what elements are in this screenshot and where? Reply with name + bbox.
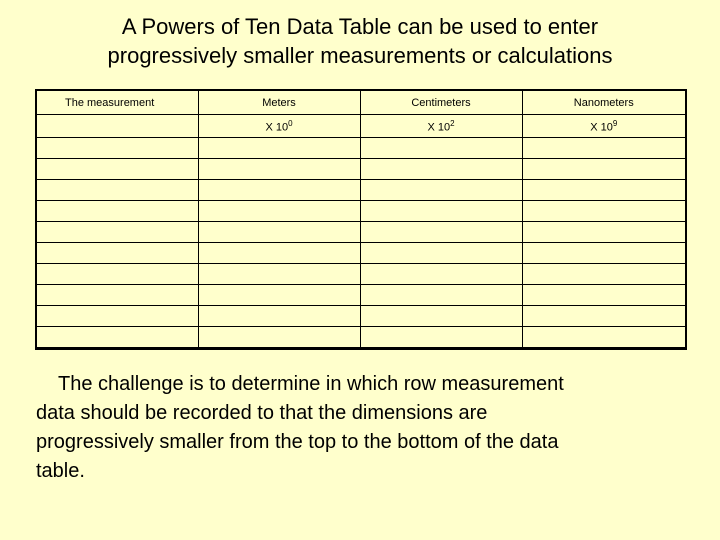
table-cell: [360, 285, 522, 306]
table-cell: [36, 306, 198, 327]
table-cell: [522, 243, 686, 264]
table-cell: [198, 306, 360, 327]
challenge-line-4: table.: [36, 460, 85, 482]
table-row: [36, 180, 686, 201]
table-row: [36, 159, 686, 180]
table-cell: [360, 180, 522, 201]
table-cell: [522, 306, 686, 327]
table-cell: [522, 201, 686, 222]
table-row: [36, 243, 686, 264]
table-cell: [360, 159, 522, 180]
title-line-2: progressively smaller measurements or calculations: [107, 43, 613, 68]
table-cell: [36, 285, 198, 306]
table-cell: [198, 159, 360, 180]
table-cell: [36, 327, 198, 349]
exponent-cell-measurement: [36, 115, 198, 138]
table-row: [36, 264, 686, 285]
table-cell: [36, 222, 198, 243]
table-cell: [36, 159, 198, 180]
table-cell: [36, 138, 198, 159]
header-centimeters: Centimeters: [360, 90, 522, 115]
table-cell: [36, 180, 198, 201]
table-cell: [360, 222, 522, 243]
table-cell: [198, 201, 360, 222]
table-row: [36, 222, 686, 243]
table-cell: [198, 243, 360, 264]
table-cell: [522, 180, 686, 201]
challenge-line-1: The challenge is to determine in which row measurement: [58, 373, 564, 395]
table-cell: [198, 327, 360, 349]
table-cell: [360, 327, 522, 349]
table-cell: [36, 201, 198, 222]
table-row: [36, 201, 686, 222]
challenge-line-2: data should be recorded to that the dimensions are: [36, 402, 488, 424]
table-cell: [360, 201, 522, 222]
table-cell: [522, 327, 686, 349]
table-cell: [360, 243, 522, 264]
table-cell: [522, 222, 686, 243]
table-row: [36, 138, 686, 159]
exponent-cell-nanometers: X $10^9$: [522, 115, 686, 138]
table-cell: [198, 285, 360, 306]
exponent-row: [36, 115, 686, 138]
table-cell: [198, 180, 360, 201]
exponent-cell-meters: X $10^0$: [198, 115, 360, 138]
challenge-text: [36, 370, 676, 486]
table-cell: [198, 264, 360, 285]
slide-title: [60, 12, 660, 70]
table-cell: [360, 306, 522, 327]
header-nanometers: Nanometers: [522, 90, 686, 115]
table-header-row: [36, 90, 686, 115]
header-measurement: The measurement: [36, 90, 198, 115]
powers-of-ten-table: [35, 89, 687, 350]
table-row: [36, 306, 686, 327]
table-cell: [522, 285, 686, 306]
table-row: [36, 285, 686, 306]
table-cell: [360, 138, 522, 159]
title-line-1: A Powers of Ten Data Table can be used to enter: [121, 14, 599, 39]
table-cell: [522, 264, 686, 285]
table-cell: [198, 222, 360, 243]
challenge-line-3: progressively smaller from the top to the bottom of the data: [36, 431, 559, 453]
table-cell: [522, 138, 686, 159]
table-cell: [36, 264, 198, 285]
table-cell: [198, 138, 360, 159]
table-cell: [36, 243, 198, 264]
blank-rows: [36, 138, 686, 349]
header-meters: Meters: [198, 90, 360, 115]
exponent-cell-centimeters: X $10^2$: [360, 115, 522, 138]
table-cell: [360, 264, 522, 285]
table-cell: [522, 159, 686, 180]
table-row: [36, 327, 686, 349]
